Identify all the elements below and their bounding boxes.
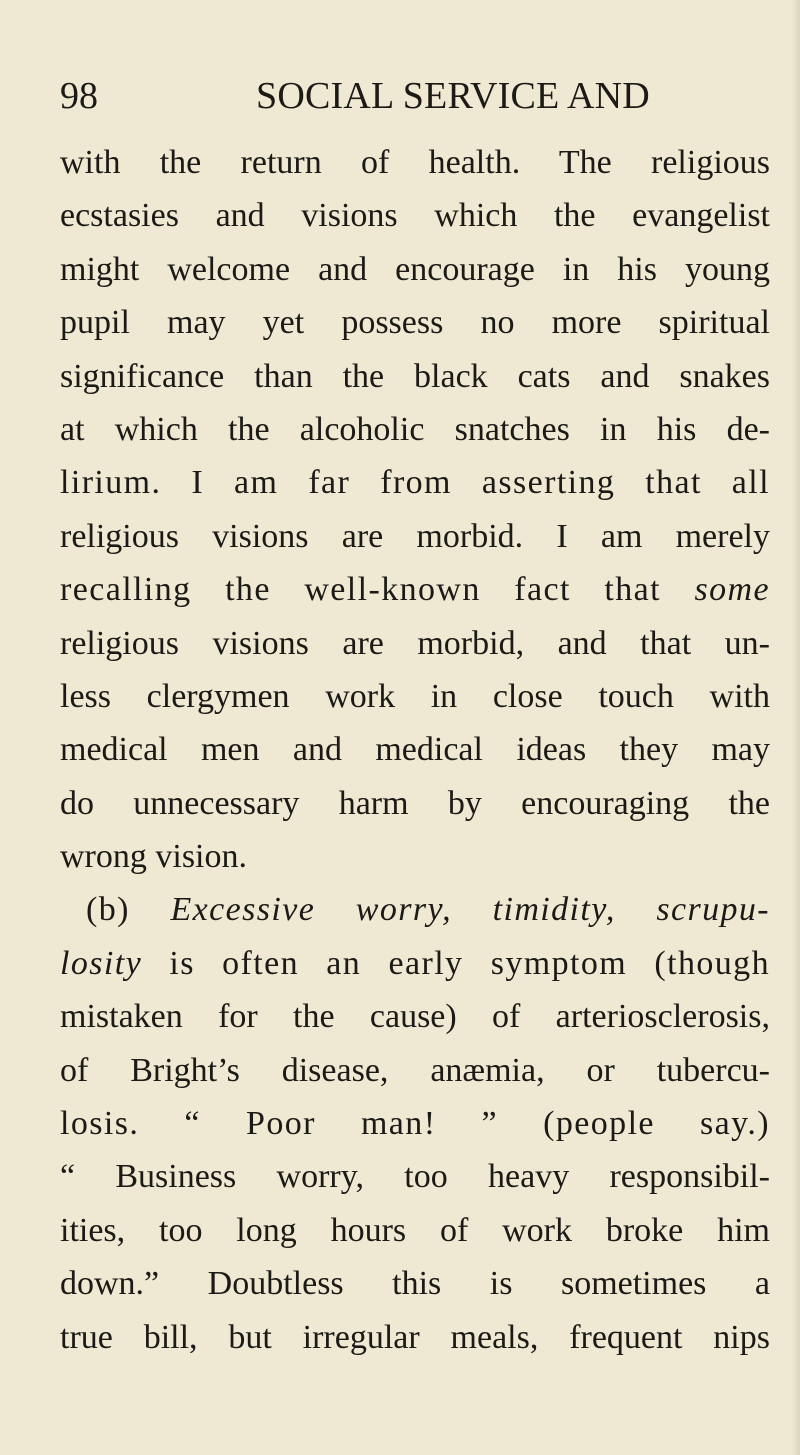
text-line [60, 563, 770, 616]
text-line: medical men and medical ideas they may [60, 731, 770, 769]
text-line: of Bright’s disease, anæmia, or tubercu- [60, 1051, 770, 1089]
text-line: might welcome and encourage in his young [60, 250, 770, 288]
text-line: at which the alcoholic snatches in his de- [60, 410, 770, 448]
running-title: SOCIAL SERVICE AND [256, 75, 650, 117]
text-line: less clergymen work in close touch with [60, 677, 770, 715]
body-text [60, 136, 770, 1364]
text-line [60, 937, 770, 990]
text-line: “ Business worry, too heavy responsibil- [60, 1158, 770, 1196]
text-line: mistaken for the cause) of arteriosclerosis, [60, 998, 770, 1036]
text-line: lirium. I am far from asserting that all [60, 464, 770, 502]
text-line: with the return of health. The religious [60, 144, 770, 181]
text-line: religious visions are morbid, and that un- [60, 624, 770, 662]
text-line: do unnecessary harm by encouraging the [60, 784, 770, 822]
emphasis-text: losity [60, 944, 143, 982]
emphasis-text: Excessive worry, timidity, scrupu- [170, 891, 771, 929]
text-line: significance than the black cats and snakes [60, 357, 770, 395]
line-text: (b) [86, 891, 171, 929]
emphasis-text: some [694, 571, 770, 609]
line-text: recalling the well-known fact that [60, 571, 695, 609]
text-line: down.” Doubtless this is sometimes a [60, 1265, 770, 1303]
text-line: ities, too long hours of work broke him [60, 1211, 770, 1249]
text-line: religious visions are morbid. I am merely [60, 517, 770, 555]
text-line: pupil may yet possess no more spiritual [60, 304, 770, 342]
page-edge-shadow [792, 0, 800, 1455]
page-number: 98 [60, 75, 98, 117]
text-line: true bill, but irregular meals, frequent nips [60, 1318, 770, 1356]
text-line: ecstasies and visions which the evangelist [60, 197, 770, 235]
text-line: losis. “ Poor man! ” (people say.) [60, 1105, 770, 1143]
running-head [60, 74, 760, 118]
text-line [60, 883, 770, 936]
text-line: wrong vision. [60, 838, 247, 876]
line-text: is often an early symptom (though [142, 944, 770, 982]
